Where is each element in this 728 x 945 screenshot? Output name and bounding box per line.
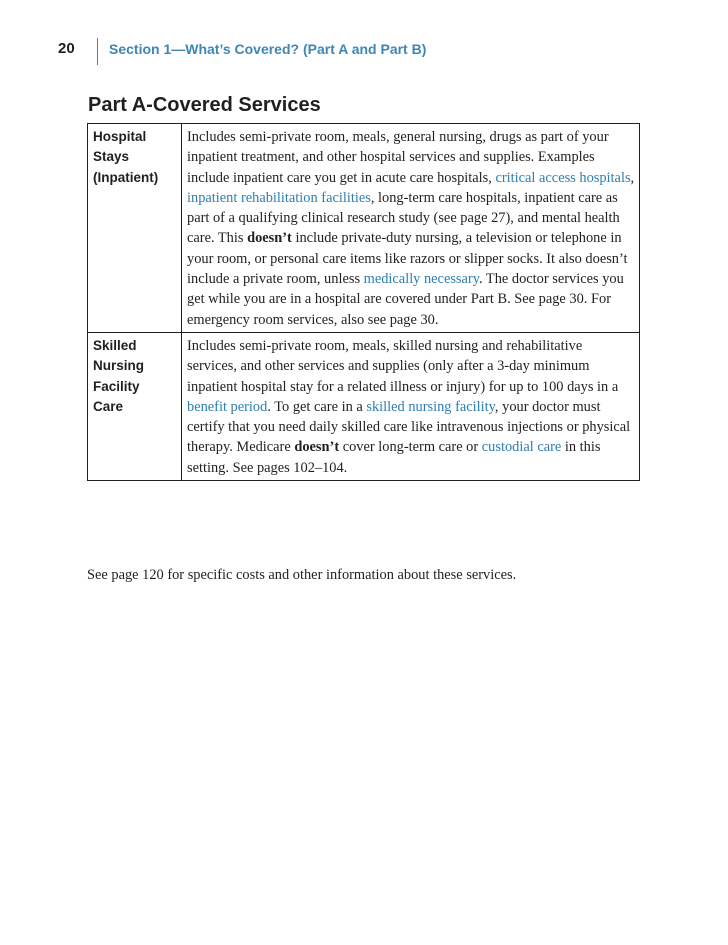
label-line: Skilled bbox=[93, 337, 137, 353]
description-text: . The doctor services you get while you are in a hospital are covered under Part B. See page 30. For emergency room services, also see page 30. bbox=[187, 271, 624, 328]
description-text: Includes semi-private room, meals, general nursing, drugs as part of your inpatient treatment, and other hospital services and supplies. Examples include inpatient care you get in acute care hospitals, bbox=[187, 129, 609, 186]
part-title: Part A-Covered Services bbox=[88, 94, 321, 116]
glossary-link-skilled-nursing-facility[interactable]: skilled nursing facility bbox=[366, 398, 495, 415]
cost-footnote: See page 120 for specific costs and other information about these services. bbox=[87, 567, 517, 584]
label-line: Hospital bbox=[93, 129, 147, 144]
emphasis-text: doesn’t bbox=[294, 439, 340, 456]
glossary-link-critical-access-hospitals[interactable]: critical access hospitals bbox=[495, 169, 631, 186]
description-text: cover long-term care or bbox=[339, 439, 482, 456]
glossary-link-benefit-period[interactable]: benefit period bbox=[187, 398, 268, 415]
service-description bbox=[182, 332, 640, 480]
label-line: Care bbox=[93, 399, 124, 415]
page-header bbox=[0, 38, 728, 66]
header-divider bbox=[97, 38, 98, 65]
label-line: Facility bbox=[93, 378, 140, 394]
emphasis-text: doesn’t bbox=[247, 230, 292, 247]
label-line: Stays bbox=[93, 149, 130, 165]
label-line: (Inpatient) bbox=[93, 169, 159, 185]
label-line: Nursing bbox=[93, 358, 145, 374]
description-text: , long-term care hospitals, inpatient care as part of a qualifying clinical research study (see page 27), and mental health care. This bbox=[187, 189, 620, 247]
service-label bbox=[88, 332, 182, 480]
table-row bbox=[88, 124, 640, 333]
description-text: include private-duty nursing, a television or telephone in your room, or personal care items like razors or slipper socks. It also doesn’t include a private room, unless bbox=[187, 230, 628, 288]
description-text: , bbox=[630, 169, 635, 186]
description-text: , your doctor must certify that you need daily skilled care like intravenous injections or physical therapy. Medicare bbox=[187, 398, 631, 456]
description-text: . To get care in a bbox=[267, 398, 367, 415]
page-number: 20 bbox=[58, 40, 75, 57]
service-description bbox=[182, 124, 640, 333]
service-label bbox=[88, 124, 182, 333]
table-row bbox=[88, 332, 640, 480]
glossary-link-inpatient-rehabilitation-facilities[interactable]: inpatient rehabilitation facilities bbox=[187, 189, 371, 206]
glossary-link-medically-necessary[interactable]: medically necessary bbox=[363, 271, 479, 288]
description-text: in this setting. See pages 102–104. bbox=[187, 439, 601, 476]
glossary-link-custodial-care[interactable]: custodial care bbox=[481, 439, 562, 456]
section-title: Section 1—What’s Covered? (Part A and Part B) bbox=[109, 41, 427, 57]
covered-services-table bbox=[87, 123, 640, 481]
description-text: Includes semi-private room, meals, skilled nursing and rehabilitative services, and other services and supplies (only after a 3-day minimum inpatient hospital stay for a related illness or injury) for up to 100 days in a bbox=[187, 337, 619, 395]
